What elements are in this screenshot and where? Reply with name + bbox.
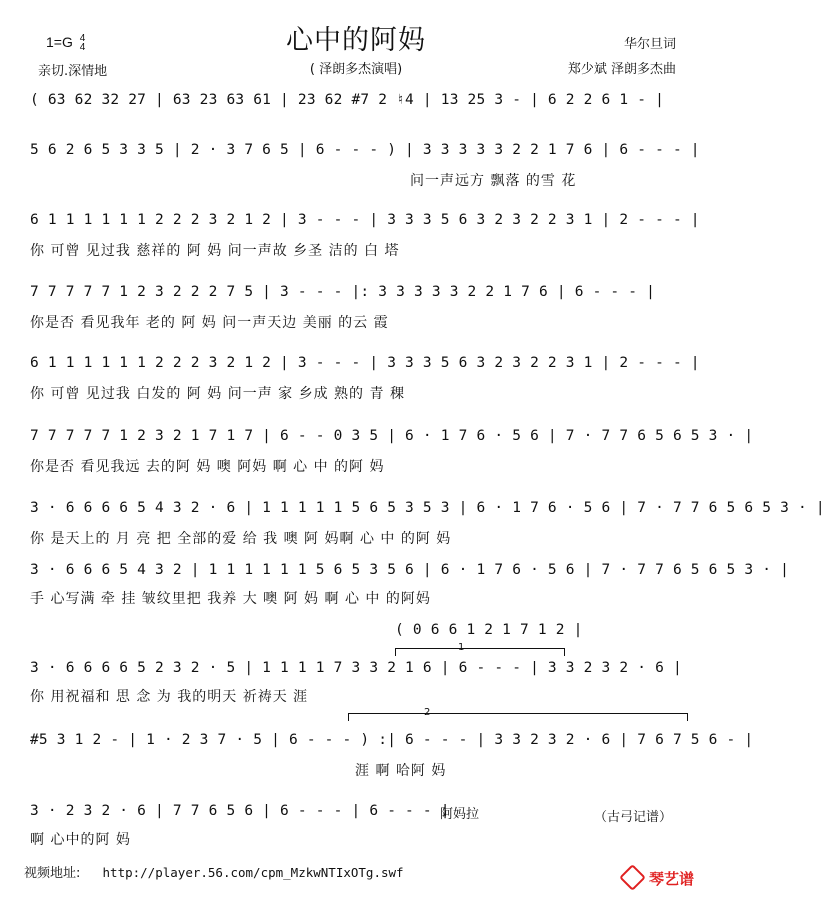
score-row-8-notes: 3 · 6 6 6 5 4 3 2 | 1 1 1 1 1 1 5 6 5 3 5 6 | 6 · 1 7 6 · 5 6 | 7 · 7 7 6 5 6 5 3 · | [30, 562, 790, 578]
ending-1-bracket [395, 648, 565, 649]
score-row-11-notes: 3 · 2 3 2 · 6 | 7 7 6 5 6 | 6 - - - | 6 - - - | [30, 803, 450, 819]
interlude-notes: ( 0 6 6 1 2 1 7 1 2 | [395, 622, 583, 638]
score-row-10-lyrics: 涯 啊 哈阿 妈 [355, 763, 447, 779]
score-row-5-notes: 6 1 1 1 1 1 1 2 2 2 3 2 1 2 | 3 - - - | 3 3 3 5 6 3 2 3 2 2 3 1 | 2 - - - | [30, 355, 700, 371]
tempo-marking: 亲切.深情地 [38, 64, 108, 79]
score-row-3-notes: 6 1 1 1 1 1 1 2 2 2 3 2 1 2 | 3 - - - | 3 3 3 5 6 3 2 3 2 2 3 1 | 2 - - - | [30, 212, 700, 228]
score-row-9-lyrics: 你 用祝福和 思 念 为 我的明天 祈祷天 涯 [30, 689, 309, 705]
score-row-9-notes: 3 · 6 6 6 6 5 2 3 2 · 5 | 1 1 1 1 7 3 3 2 1 6 | 6 - - - | 3 3 2 3 2 · 6 | [30, 660, 682, 676]
score-row-2-lyrics: 问一声远方 飘落 的雪 花 [410, 173, 577, 189]
site-logo [623, 868, 694, 889]
score-row-5-lyrics: 你 可曾 见过我 白发的 阿 妈 问一声 家 乡成 熟的 青 稞 [30, 386, 405, 402]
score-row-2-notes: 5 6 2 6 5 3 3 5 | 2 · 3 7 6 5 | 6 - - - ) | 3 3 3 3 3 2 2 1 7 6 | 6 - - - | [30, 142, 700, 158]
ending-1-label: 1 [458, 642, 465, 653]
time-signature [80, 34, 86, 52]
logo-icon [619, 864, 646, 891]
performer-subtitle: ( 泽朗多杰演唱) [309, 62, 403, 77]
score-row-3-lyrics: 你 可曾 见过我 慈祥的 阿 妈 问一声故 乡圣 洁的 白 塔 [30, 243, 400, 259]
score-row-4-lyrics: 你是否 看见我年 老的 阿 妈 问一声天边 美丽 的云 霞 [30, 315, 389, 331]
ending-lyric: 阿妈拉 [440, 807, 480, 822]
key-label: 1=G [46, 34, 73, 50]
lyricist-credit: 华尔旦词 [623, 37, 676, 52]
score-row-11-lyrics: 啊 心中的阿 妈 [30, 832, 131, 848]
video-link [24, 862, 404, 881]
time-numerator: 4 [79, 33, 86, 45]
score-row-8-lyrics: 手 心写满 牵 挂 皱纹里把 我养 大 噢 阿 妈 啊 心 中 的阿妈 [30, 591, 431, 607]
ending-2-bracket [348, 713, 688, 714]
score-row-7-lyrics: 你 是天上的 月 亮 把 全部的爱 给 我 噢 阿 妈啊 心 中 的阿 妈 [30, 531, 452, 547]
score-row-4-notes: 7 7 7 7 7 1 2 3 2 2 2 7 5 | 3 - - - |: 3 3 3 3 3 2 2 1 7 6 | 6 - - - | [30, 284, 656, 300]
score-row-1-notes: ( 63 62 32 27 | 63 23 63 61 | 23 62 #7 2 ♮4 | 13 25 3 - | 6 2 2 6 1 - | [30, 92, 665, 108]
video-url[interactable]: http://player.56.com/cpm_MzkwNTIxOTg.swf [102, 865, 404, 880]
score-row-10-notes: #5 3 1 2 - | 1 · 2 3 7 · 5 | 6 - - - ) :| 6 - - - | 3 3 2 3 2 · 6 | 7 6 7 5 6 - | [30, 732, 754, 748]
score-row-7-notes: 3 · 6 6 6 6 5 4 3 2 · 6 | 1 1 1 1 1 5 6 5 3 5 3 | 6 · 1 7 6 · 5 6 | 7 · 7 7 6 5 6 5 3 · | [30, 500, 825, 516]
ending-2-label: 2 [424, 707, 431, 718]
key-signature [46, 34, 85, 52]
logo-text: 琴艺谱 [648, 870, 694, 888]
time-denominator: 4 [79, 42, 86, 54]
score-row-6-notes: 7 7 7 7 7 1 2 3 2 1 7 1 7 | 6 - - 0 3 5 | 6 · 1 7 6 · 5 6 | 7 · 7 7 6 5 6 5 3 · | [30, 428, 754, 444]
composer-credit: 郑少斌 泽朗多杰曲 [567, 62, 676, 77]
notation-source: （古弓记谱） [593, 810, 672, 825]
song-title: 心中的阿妈 [286, 25, 426, 56]
video-link-label: 视频地址: [24, 866, 81, 881]
score-row-6-lyrics: 你是否 看见我远 去的阿 妈 噢 阿妈 啊 心 中 的阿 妈 [30, 459, 385, 475]
